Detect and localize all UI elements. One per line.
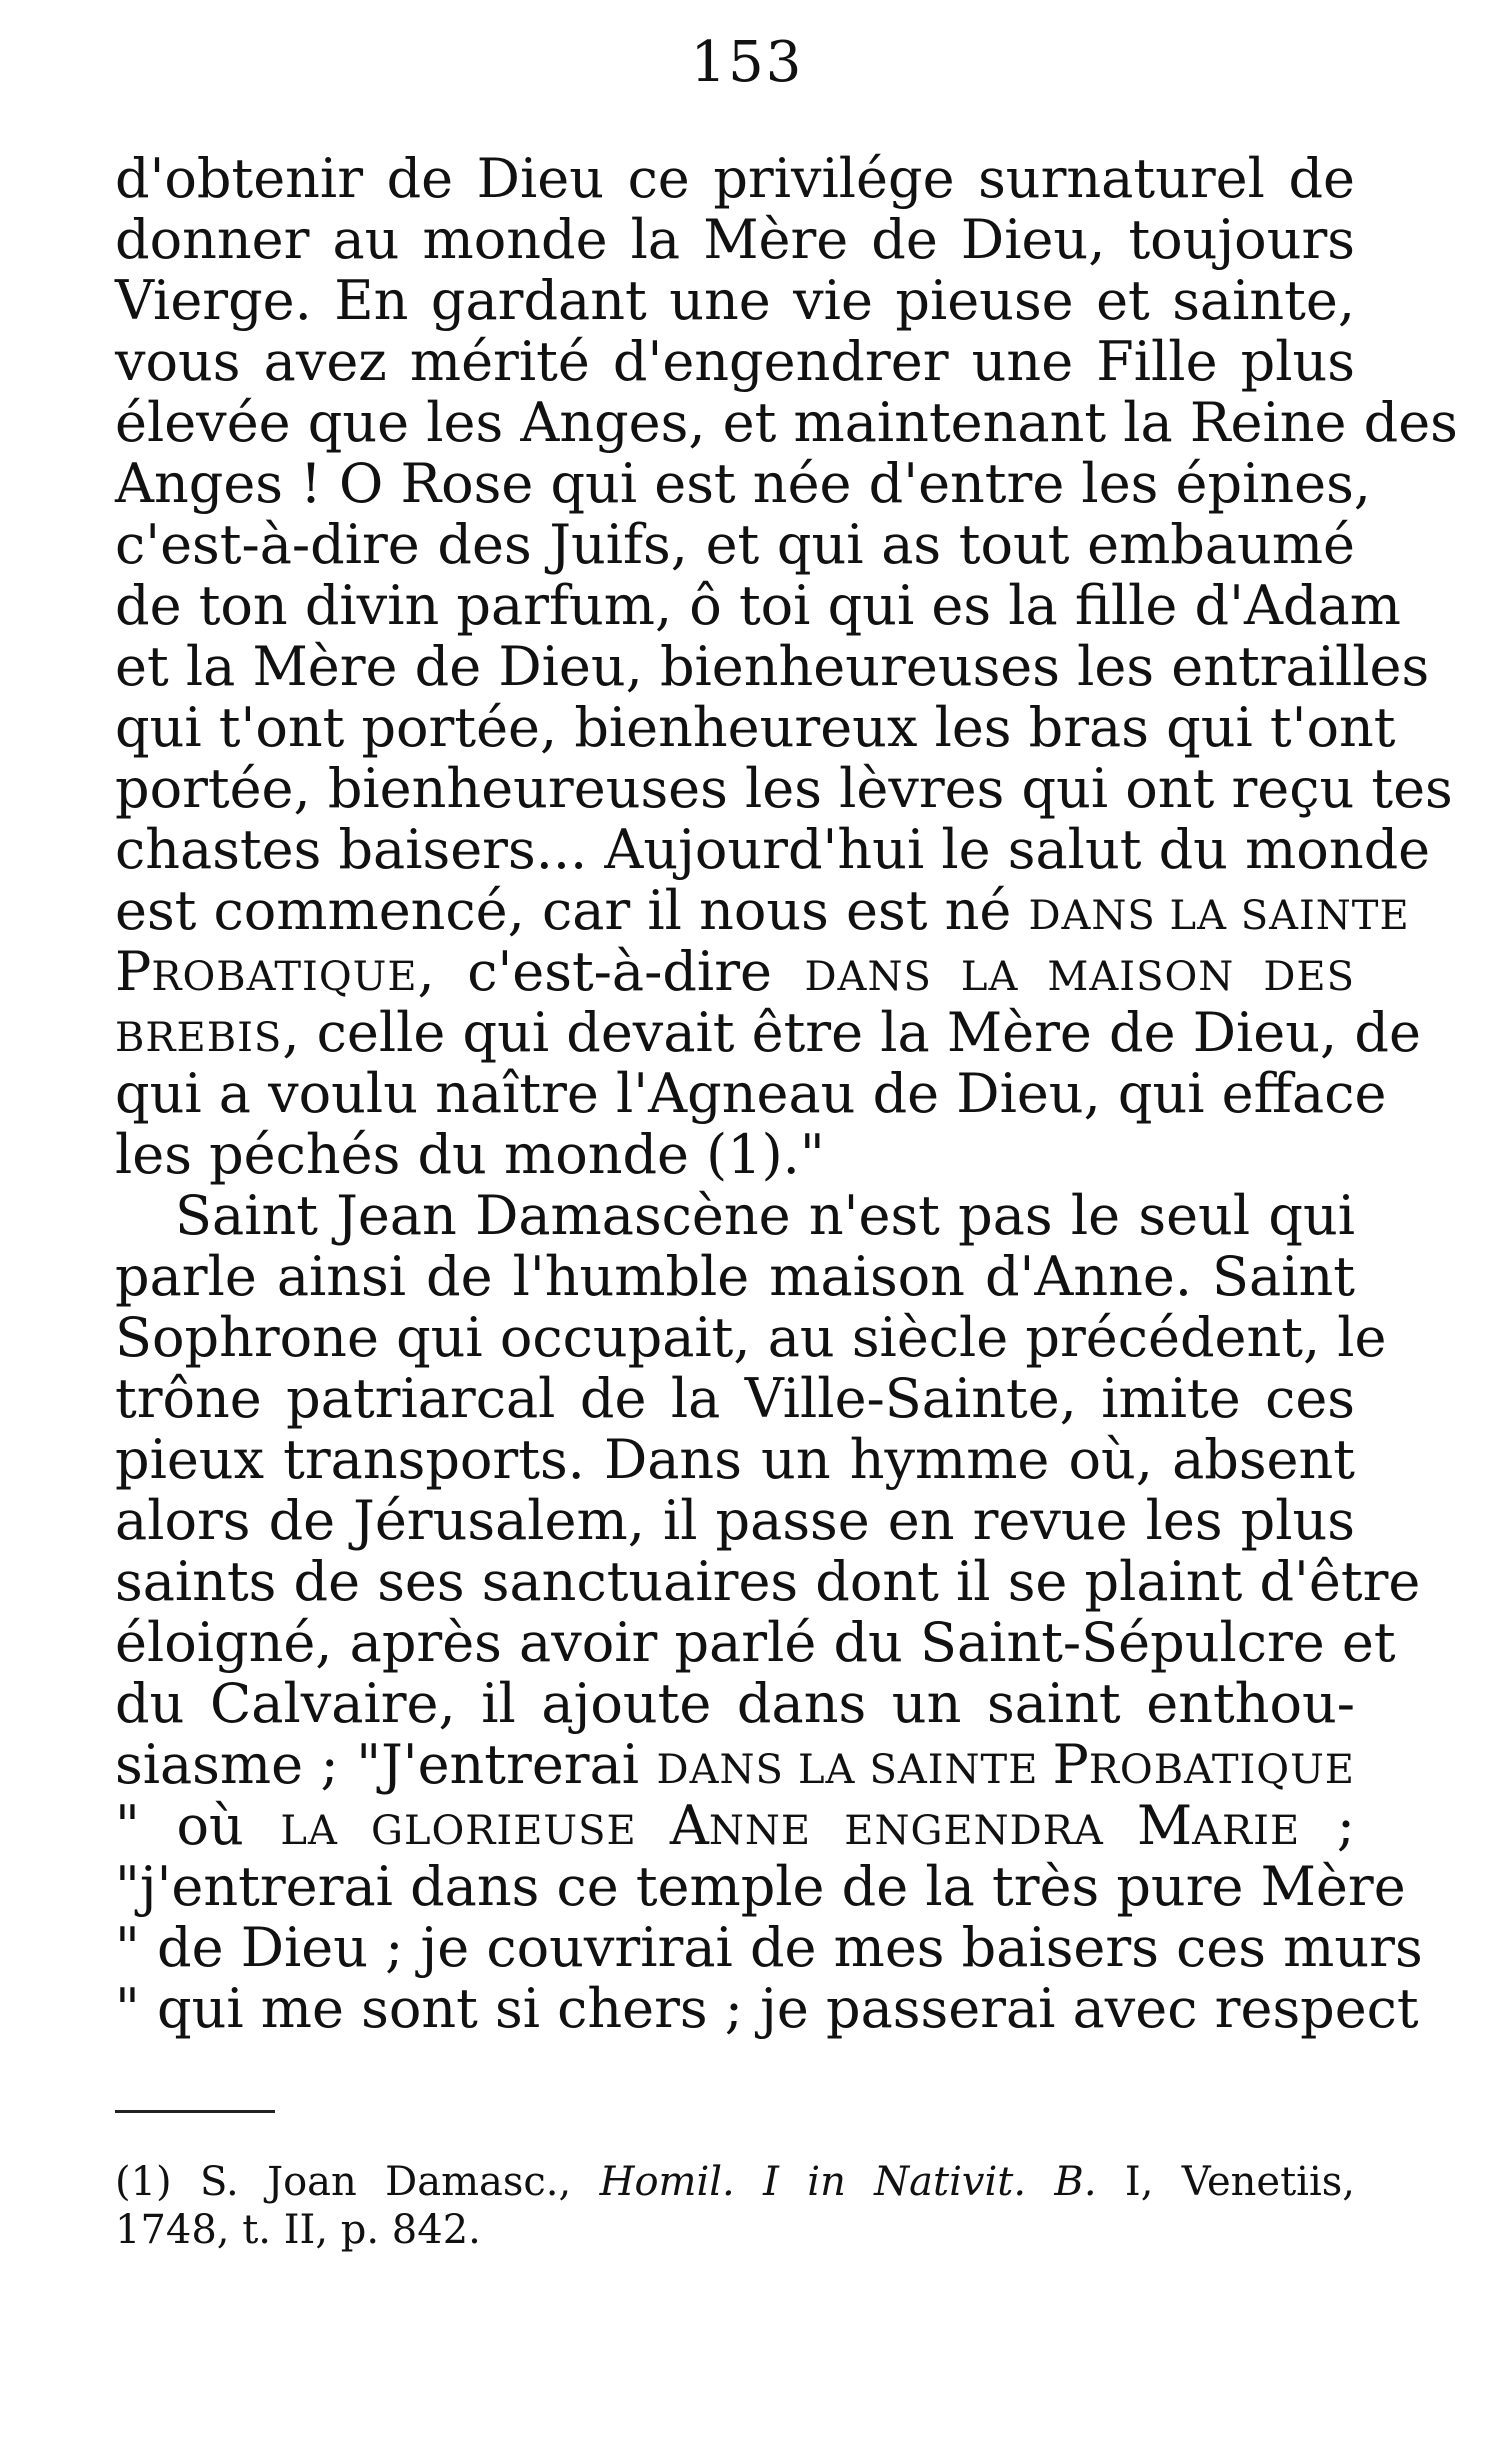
- text-line: est commencé, car il nous est né DANS LA SAINTE: [115, 879, 1410, 942]
- text-line: de ton divin parfum, ô toi qui es la fille d'Adam: [115, 574, 1401, 637]
- text-line: PROBATIQUE, c'est-à-dire DANS LA MAISON DES: [115, 940, 1355, 1003]
- text-line: d'obtenir de Dieu ce privilége surnaturel de: [115, 147, 1355, 210]
- text-line: les péchés du monde (1).": [115, 1123, 825, 1186]
- text-line: trône patriarcal de la Ville-Sainte, imite ces: [115, 1367, 1355, 1430]
- body-text: [115, 147, 1458, 2040]
- page-number: 153: [690, 30, 804, 95]
- text-line: élevée que les Anges, et maintenant la Reine des: [115, 391, 1458, 454]
- text-line: " qui me sont si chers ; je passerai avec respect: [115, 1977, 1419, 2040]
- text-line: qui a voulu naître l'Agneau de Dieu, qui efface: [115, 1062, 1387, 1125]
- text-line: BREBIS, celle qui devait être la Mère de Dieu, de: [115, 1001, 1421, 1064]
- text-line: éloigné, après avoir parlé du Saint-Sépulcre et: [115, 1611, 1396, 1674]
- text-line: et la Mère de Dieu, bienheureuses les entrailles: [115, 635, 1430, 698]
- text-line: " où LA GLORIEUSE ANNE ENGENDRA MARIE ;: [115, 1794, 1355, 1857]
- text-line: " de Dieu ; je couvrirai de mes baisers ces murs: [115, 1916, 1423, 1979]
- footnote-line: 1748, t. II, p. 842.: [115, 2207, 481, 2253]
- text-line: siasme ; "J'entrerai DANS LA SAINTE PROBATIQUE: [115, 1733, 1355, 1796]
- text-line: Anges ! O Rose qui est née d'entre les épines,: [115, 452, 1371, 515]
- text-line: alors de Jérusalem, il passe en revue les plus: [115, 1489, 1355, 1552]
- footnote-line: (1) S. Joan Damasc., Homil. I in Nativit. B. I, Venetiis,: [115, 2159, 1355, 2205]
- text-line: saints de ses sanctuaires dont il se plaint d'être: [115, 1550, 1421, 1613]
- footnote: [115, 2158, 1355, 2254]
- text-line: chastes baisers... Aujourd'hui le salut du monde: [115, 818, 1431, 881]
- text-line: du Calvaire, il ajoute dans un saint enthou-: [115, 1672, 1355, 1735]
- text-line: Saint Jean Damascène n'est pas le seul qui: [175, 1184, 1355, 1247]
- text-line: portée, bienheureuses les lèvres qui ont reçu tes: [115, 757, 1453, 820]
- text-line: parle ainsi de l'humble maison d'Anne. Saint: [115, 1245, 1355, 1308]
- text-line: Sophrone qui occupait, au siècle précédent, le: [115, 1306, 1387, 1369]
- text-line: c'est-à-dire des Juifs, et qui as tout embaumé: [115, 513, 1355, 576]
- text-line: "j'entrerai dans ce temple de la très pure Mère: [115, 1855, 1406, 1918]
- footnote-divider: [115, 2110, 275, 2113]
- text-line: Vierge. En gardant une vie pieuse et sainte,: [115, 269, 1355, 332]
- text-line: vous avez mérité d'engendrer une Fille plus: [115, 330, 1355, 393]
- text-line: qui t'ont portée, bienheureux les bras qui t'ont: [115, 696, 1396, 759]
- text-line: donner au monde la Mère de Dieu, toujours: [115, 208, 1355, 271]
- text-line: pieux transports. Dans un hymme où, absent: [115, 1428, 1355, 1491]
